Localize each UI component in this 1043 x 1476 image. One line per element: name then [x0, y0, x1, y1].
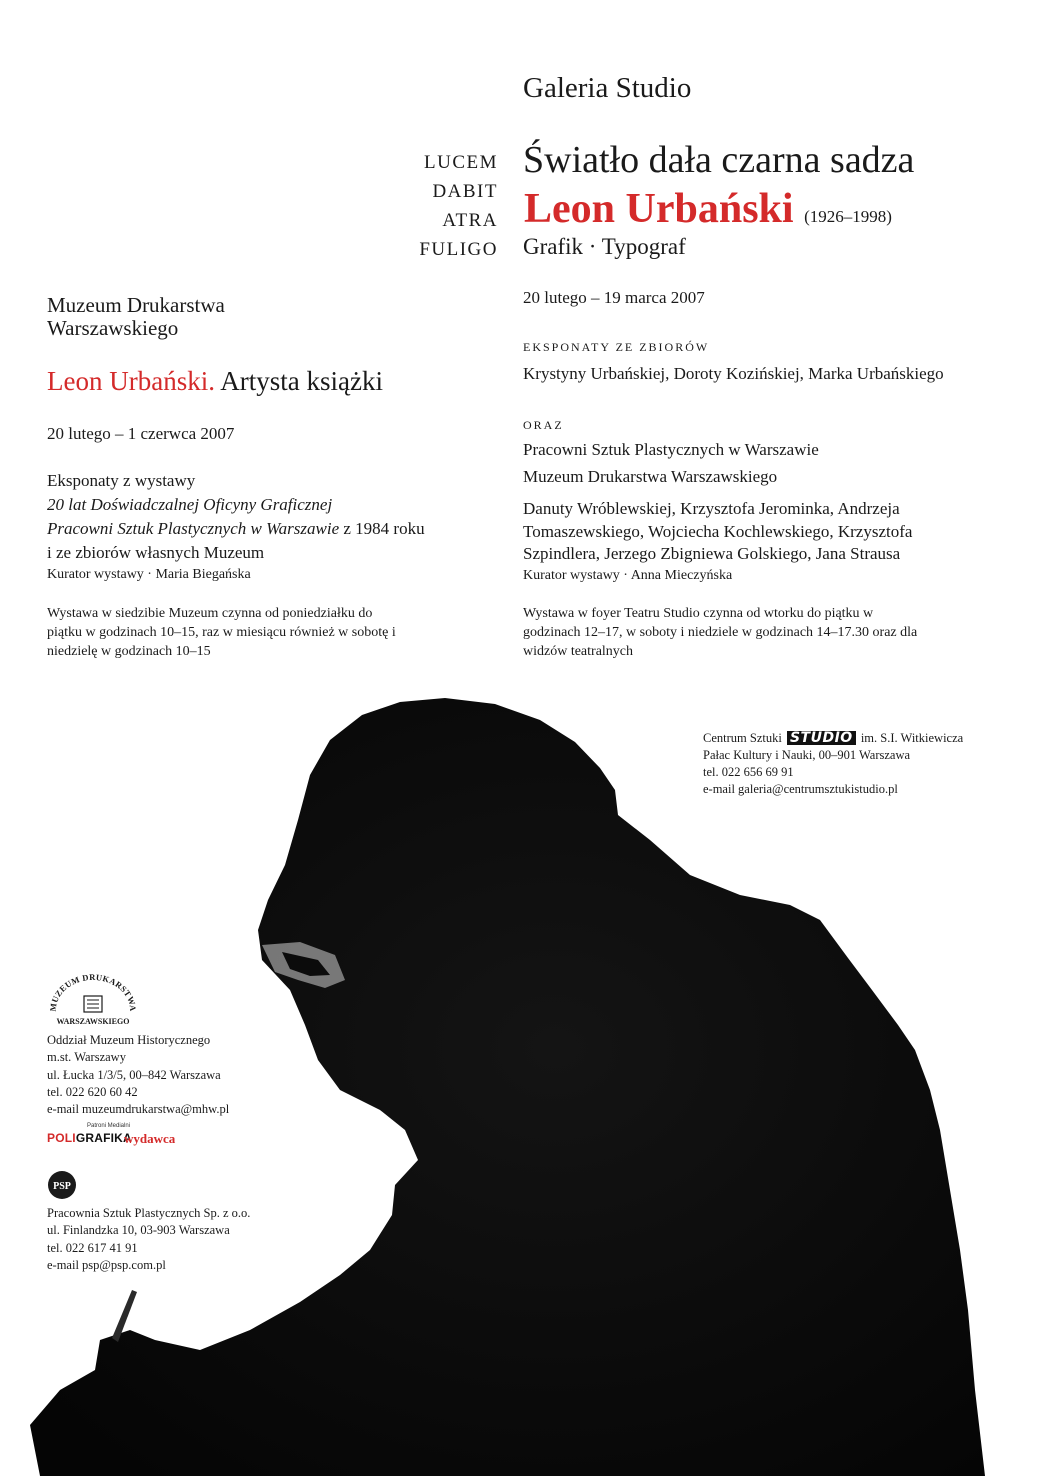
psp-email: e-mail psp@psp.com.pl — [47, 1257, 166, 1272]
left-artist-name: Leon Urbański. — [47, 366, 215, 396]
opening-hours-right: Wystawa w foyer Teatru Studio czynna od wtorku do piątku w godzinach 12–17, w soboty i niedziele w godzinach 14–17.30 oraz dla widzów teatralnych — [523, 606, 918, 659]
and-heading: ORAZ — [523, 418, 564, 432]
exhibits-heading: EKSPONATY ZE ZBIORÓW — [523, 340, 710, 354]
left-exhibition-heading — [47, 366, 383, 397]
left-exhibits-description — [47, 469, 497, 565]
museum-phone: tel. 022 620 60 42 — [47, 1084, 138, 1099]
poligrafika-main: GRAFIKA — [75, 1131, 132, 1145]
studio-phone: tel. 022 656 69 91 — [703, 765, 794, 779]
gallery-name: Galeria Studio — [523, 72, 692, 104]
museum-contact — [47, 1032, 297, 1118]
psp-contact — [47, 1205, 327, 1274]
studio-prefix: Centrum Sztuki — [703, 731, 782, 745]
studio-suffix: im. S.I. Witkiewicza — [860, 731, 964, 745]
opening-hours-left: Wystawa w siedzibie Muzeum czynna od poniedziałku do piątku w godzinach 10–15, raz w miesiącu również w sobotę i niedzielę w godzinach 10–15 — [47, 606, 396, 659]
artist-years: (1926–1998) — [804, 207, 892, 226]
museum-contact-line-2: m.st. Warszawy — [47, 1050, 126, 1065]
seal-text-bottom: WARSZAWSKIEGO — [56, 1017, 130, 1026]
museum-name: Muzeum Drukarstwa Warszawskiego — [47, 293, 225, 340]
artist-subtitle: Grafik · Typograf — [523, 234, 686, 259]
museum-address: ul. Łucka 1/3/5, 00–842 Warszawa — [47, 1067, 221, 1082]
lenders-list: Danuty Wróblewskiej, Krzysztofa Jerominka, Andrzeja Tomaszewskiego, Wojciecha Kochlewskiego, Krzysztofa Szpindlera, Jerzego Zbigniewa Golskiego, Jana Strausa — [523, 499, 913, 563]
museum-seal-logo — [46, 970, 140, 1026]
institution-2: Muzeum Drukarstwa Warszawskiego — [523, 467, 778, 486]
exhibition-dates: 20 lutego – 19 marca 2007 — [523, 288, 705, 307]
exhibits-intro: Eksponaty z wystawy — [47, 471, 196, 490]
motto-line: FULIGO — [419, 239, 498, 260]
media-patrons-label: Patroni Medialni — [87, 1123, 131, 1129]
studio-address: Pałac Kultury i Nauki, 00–901 Warszawa — [703, 748, 911, 762]
studio-logo: STUDIO — [787, 731, 856, 745]
exhibition-title: Światło dała czarna sadza — [523, 139, 915, 181]
motto-line: LUCEM — [424, 152, 498, 173]
institution-1: Pracowni Sztuk Plastycznych w Warszawie — [523, 440, 819, 459]
psp-name: Pracownia Sztuk Plastycznych Sp. z o.o. — [47, 1206, 251, 1220]
psp-logo-text: PSP — [53, 1181, 71, 1192]
latin-motto — [392, 148, 498, 264]
exhibits-suffix: z 1984 roku — [343, 519, 425, 538]
museum-email: e-mail muzeumdrukarstwa@mhw.pl — [47, 1102, 230, 1117]
studio-email: e-mail galeria@centrumsztukistudio.pl — [703, 782, 898, 796]
curator-right: Kurator wystawy · Anna Mieczyńska — [523, 568, 733, 583]
wydawca-logo: wydawca — [124, 1131, 176, 1146]
poligrafika-prefix: POLI — [47, 1131, 76, 1145]
psp-phone: tel. 022 617 41 91 — [47, 1240, 138, 1255]
seal-text-top: MUZEUM DRUKARSTWA — [47, 971, 139, 1012]
motto-line: DABIT — [432, 181, 498, 202]
collectors-list: Krystyny Urbańskiej, Doroty Kozińskiej, Marka Urbańskiego — [523, 364, 944, 383]
exhibits-italic-1: 20 lat Doświadczalnej Oficyny Graficznej — [47, 495, 333, 514]
left-exhibition-dates: 20 lutego – 1 czerwca 2007 — [47, 424, 235, 443]
artist-name-heading — [524, 185, 892, 233]
psp-address: ul. Finlandzka 10, 03-903 Warszawa — [47, 1223, 230, 1238]
studio-contact — [703, 730, 1033, 798]
motto-line: ATRA — [442, 210, 498, 231]
psp-logo — [47, 1170, 77, 1200]
exhibits-italic-2: Pracowni Sztuk Plastycznych w Warszawie — [47, 519, 340, 538]
svg-text:MUZEUM DRUKARSTWA — [48, 972, 138, 1012]
exhibits-line-4: i ze zbiorów własnych Muzeum — [47, 543, 265, 562]
museum-contact-line-1: Oddział Muzeum Historycznego — [47, 1033, 211, 1047]
poligrafika-logo — [47, 1131, 132, 1145]
curator-left: Kurator wystawy · Maria Biegańska — [47, 567, 251, 582]
left-show-title: Artysta książki — [220, 366, 383, 396]
artist-name: Leon Urbański — [524, 186, 794, 232]
